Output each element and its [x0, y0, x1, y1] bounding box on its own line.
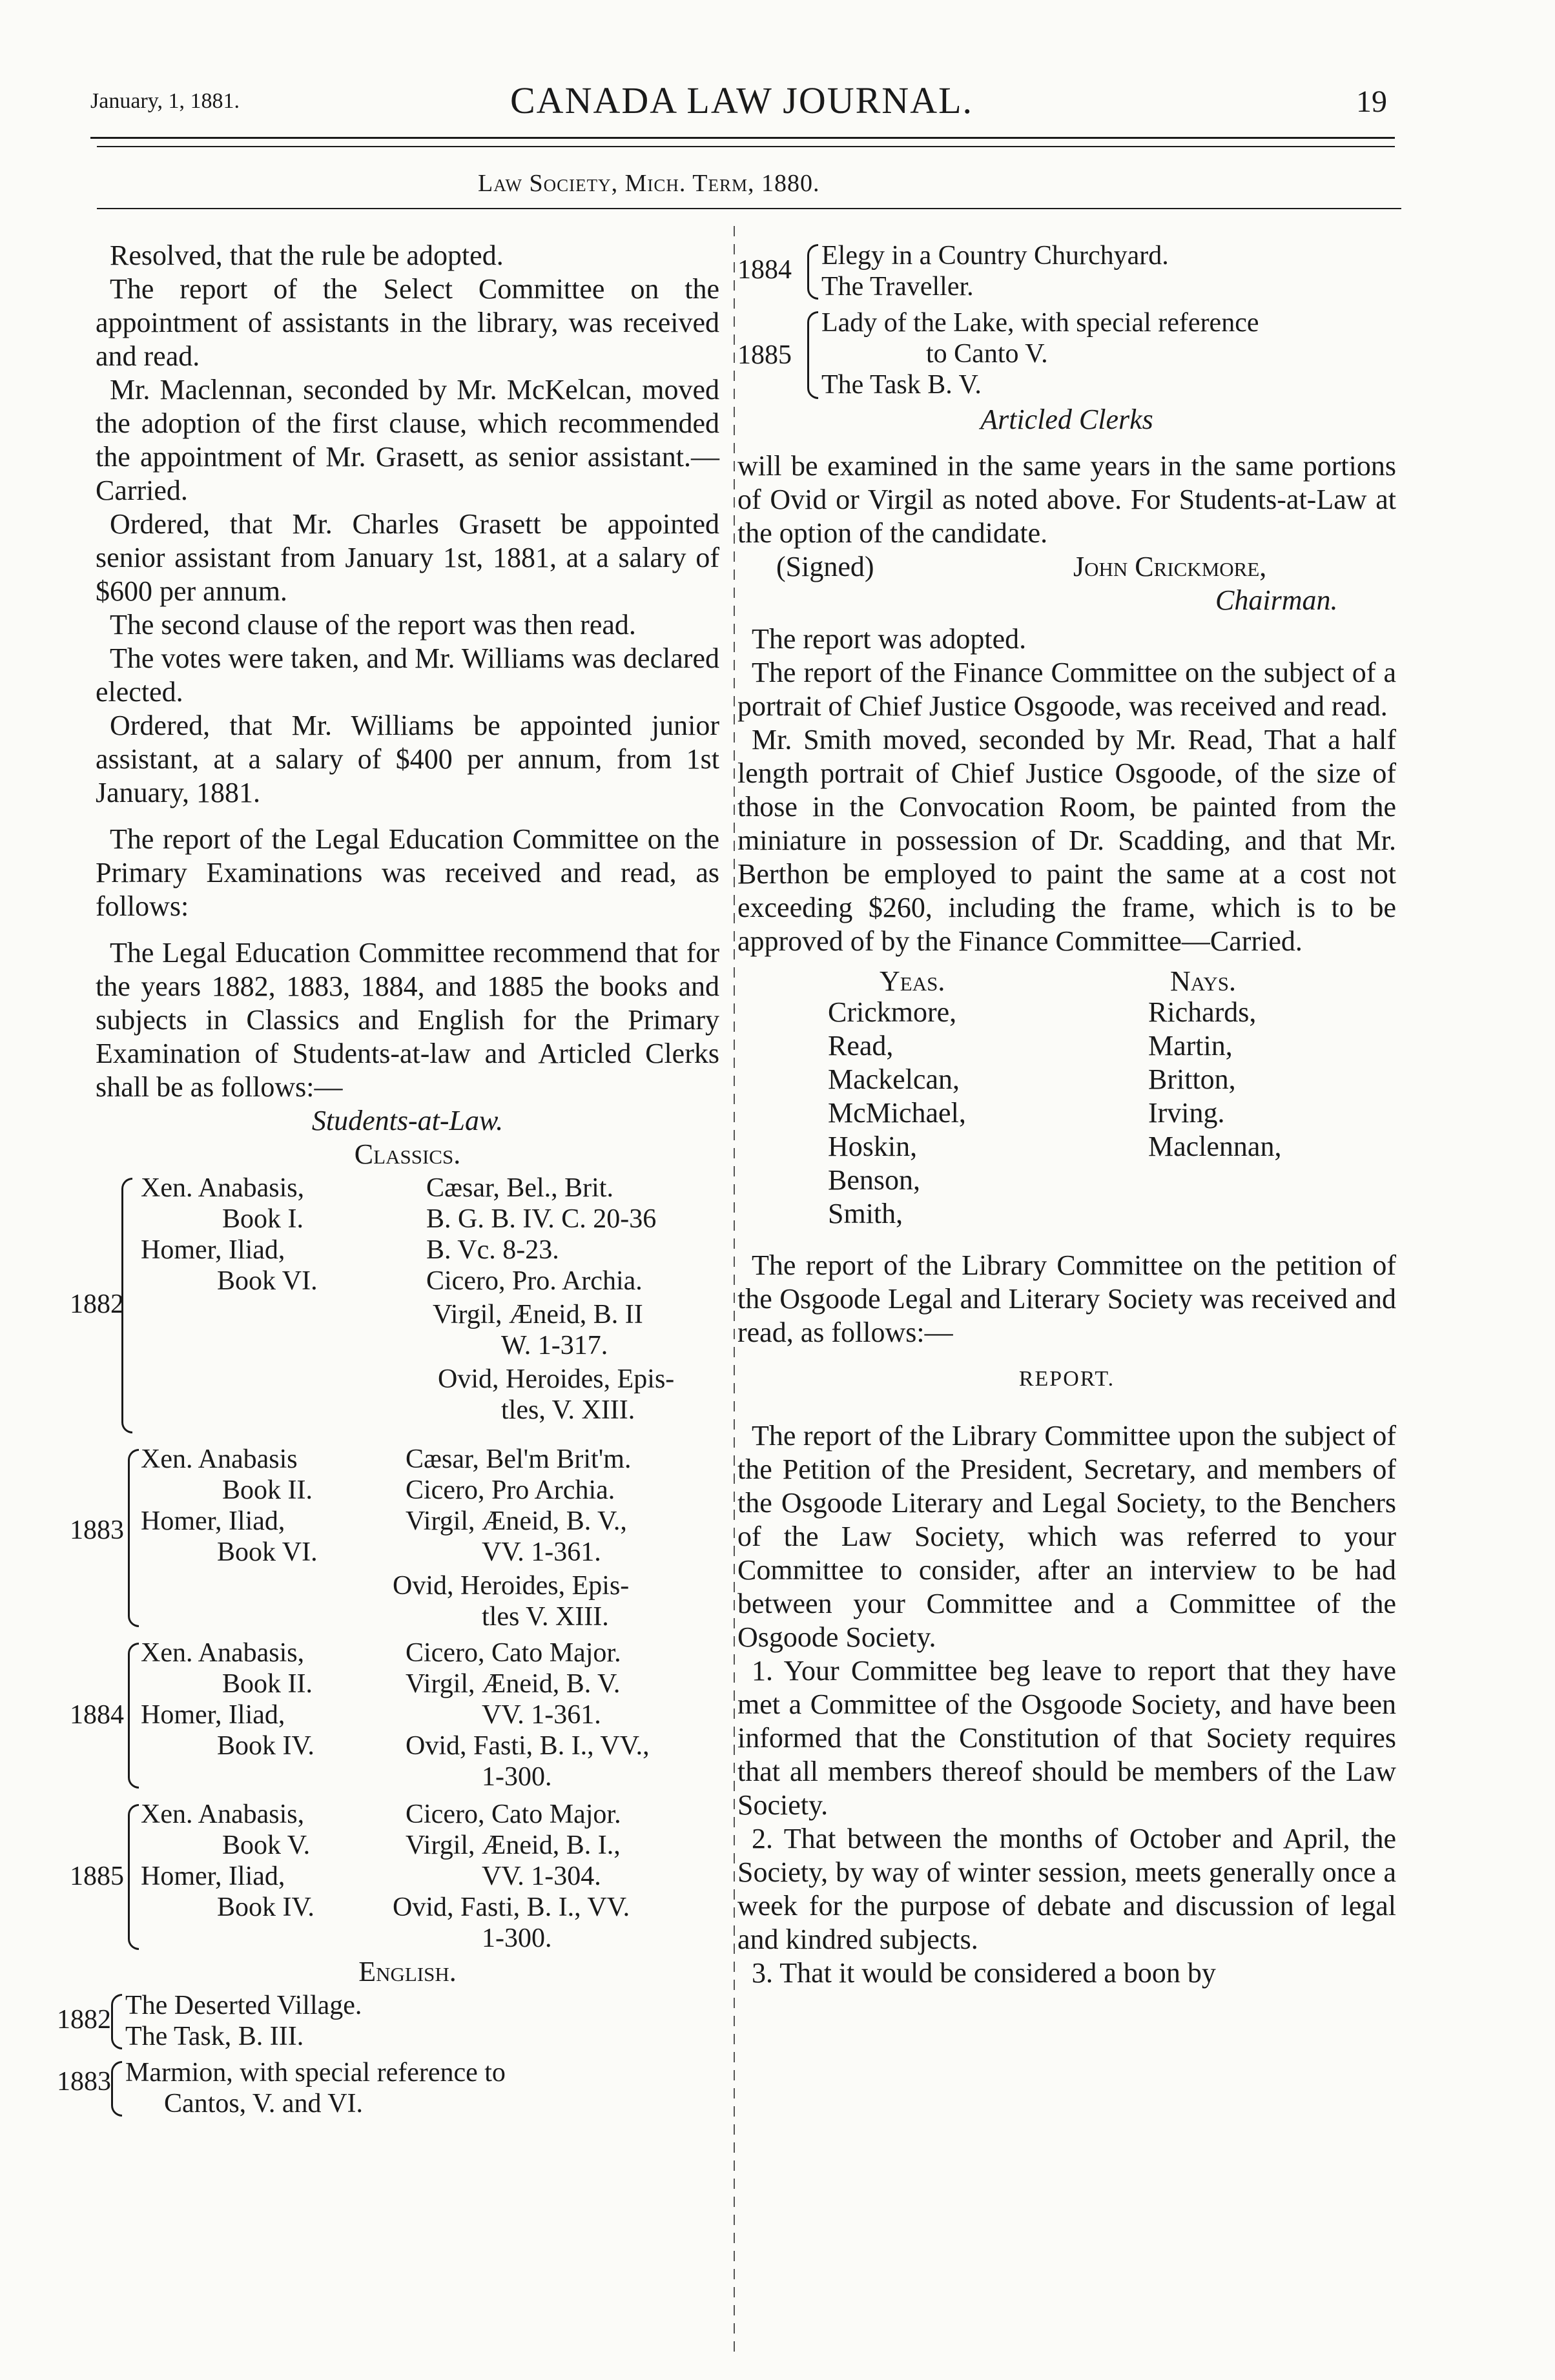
text-line: Cicero, Pro Archia.: [406, 1475, 615, 1505]
text-line: Cicero, Pro. Archia.: [426, 1266, 643, 1296]
nays-heading: Nays.: [1170, 965, 1236, 997]
english-1882: [57, 1989, 719, 2056]
brace: [807, 311, 818, 399]
classics-heading: Classics.: [354, 1138, 461, 1170]
text-line: Book I.: [222, 1204, 304, 1234]
paragraph: The votes were taken, and Mr. Williams was declared elected.: [96, 642, 719, 708]
text-line: B. Vc. 8-23.: [426, 1235, 559, 1265]
text-line: The Traveller.: [821, 272, 974, 302]
text-line: Homer, Iliad,: [141, 1700, 285, 1730]
english-1884: [737, 239, 1396, 306]
yea-name: Hoskin,: [828, 1131, 918, 1162]
text-line: Book II.: [222, 1475, 313, 1505]
paragraph: 3. That it would be considered a boon by: [752, 1957, 1216, 1989]
text-line: 1-300.: [482, 1762, 552, 1792]
nay-name: Richards,: [1148, 996, 1257, 1028]
paragraph: Mr. Maclennan, seconded by Mr. McKelcan, moved the adoption of the first clause, which recommended the appointment of Mr. Grasett, as senior assistant.—Carried.: [96, 374, 719, 506]
yea-name: Smith,: [828, 1198, 903, 1229]
nay-name: Martin,: [1148, 1030, 1233, 1062]
text-line: Xen. Anabasis,: [141, 1638, 305, 1668]
paragraph: The report was adopted.: [752, 623, 1027, 655]
text-line: The Task B. V.: [821, 370, 982, 400]
brace: [111, 2061, 122, 2117]
paragraph: The Legal Education Committee recommend that for the years 1882, 1883, 1884, and 1885 the books and subjects in Classics and English for the Primary Examination of Students-at-law and Articled Clerks shall be as follows:—: [96, 937, 719, 1103]
english-1885: [737, 306, 1396, 403]
signature-block: [737, 550, 1396, 622]
paragraph: Ordered, that Mr. Charles Grasett be appointed senior assistant from January 1st, 1881, at a salary of $600 per annum.: [96, 508, 719, 607]
text-line: Book IV.: [217, 1731, 314, 1761]
articled-heading: Articled Clerks: [980, 404, 1153, 435]
year-label: 1885: [737, 340, 792, 370]
brace: [121, 1178, 132, 1433]
vote-table: [737, 958, 1396, 1236]
year-label: 1882: [57, 2005, 111, 2035]
brace: [111, 1994, 122, 2049]
paragraph: The report of the Library Committee upon the subject of the Petition of the President, Secretary, and members of the Osgoode Literary and Legal Society, to the Benchers of the Law Society, which was referred to your Committee to consider, after an interview to be had between your Committee and a Committee of the Osgoode Society.: [737, 1420, 1396, 1653]
paragraph: The second clause of the report was then read.: [110, 609, 636, 641]
year-label: 1883: [70, 1515, 124, 1545]
text-line: Xen. Anabasis: [141, 1444, 298, 1474]
brace: [128, 1643, 139, 1789]
text-line: Homer, Iliad,: [141, 1235, 285, 1265]
yea-name: Crickmore,: [828, 996, 957, 1028]
header-rule-thin: [97, 146, 1395, 147]
brace: [128, 1804, 139, 1950]
text-line: Virgil, Æneid, B. V.,: [406, 1506, 627, 1536]
text-line: Cæsar, Bel., Brit.: [426, 1173, 613, 1203]
text-line: Virgil, Æneid, B. I.,: [406, 1831, 621, 1860]
text-line: Cantos, V. and VI.: [164, 2089, 364, 2118]
text-line: VV. 1-304.: [482, 1862, 601, 1891]
nay-name: Maclennan,: [1148, 1131, 1282, 1162]
paragraph: 2. That between the months of October and April, the Society, by way of winter session, meets generally once a week for the purpose of debate and discussion of legal and kindred subjects.: [737, 1823, 1396, 1955]
text-line: Ovid, Fasti, B. I., VV.: [393, 1893, 630, 1922]
yea-name: Mackelcan,: [828, 1063, 960, 1095]
nay-name: Irving.: [1148, 1097, 1225, 1129]
year-label: 1884: [70, 1700, 124, 1730]
text-line: VV. 1-361.: [482, 1537, 601, 1567]
text-line: Homer, Iliad,: [141, 1506, 285, 1536]
yea-name: McMichael,: [828, 1097, 966, 1129]
text-line: Lady of the Lake, with special reference: [821, 308, 1259, 338]
section-subheading: Law Society, Mich. Term, 1880.: [478, 170, 820, 197]
text-line: Book II.: [222, 1669, 313, 1699]
text-line: Cicero, Cato Major.: [406, 1800, 621, 1829]
text-line: 1-300.: [482, 1923, 552, 1953]
paragraph: The report of the Finance Committee on the subject of a portrait of Chief Justice Osgoode, was received and read.: [737, 657, 1396, 722]
yea-name: Read,: [828, 1030, 894, 1062]
text-line: Book IV.: [217, 1893, 314, 1922]
text-line: to Canto V.: [926, 339, 1048, 369]
english-1883: [57, 2056, 719, 2123]
text-line: Ovid, Fasti, B. I., VV.,: [406, 1731, 650, 1761]
text-line: Virgil, Æneid, B. II: [433, 1300, 643, 1329]
text-line: Cicero, Cato Major.: [406, 1638, 621, 1668]
column-divider: [734, 226, 735, 2357]
subheading-rule: [97, 208, 1401, 209]
text-line: Book VI.: [217, 1266, 318, 1296]
text-line: tles V. XIII.: [482, 1602, 609, 1632]
text-line: VV. 1-361.: [482, 1700, 601, 1730]
year-label: 1884: [737, 255, 792, 285]
page-number: 19: [1356, 85, 1387, 119]
journal-title: CANADA LAW JOURNAL.: [510, 79, 974, 121]
paragraph: Resolved, that the rule be adopted.: [110, 240, 504, 271]
left-column: [57, 239, 719, 2123]
classics-1882: [70, 1171, 719, 1442]
paragraph: 1. Your Committee beg leave to report that they have met a Committee of the Osgoode Society, and have been informed that the Constitution of that Society requires that all members thereof should be members of the Law Society.: [737, 1655, 1396, 1821]
text-line: Xen. Anabasis,: [141, 1173, 305, 1203]
students-heading: Students-at-Law.: [311, 1105, 504, 1136]
text-line: Book V.: [222, 1831, 311, 1860]
yea-name: Benson,: [828, 1164, 920, 1196]
brace: [128, 1449, 139, 1627]
year-label: 1885: [70, 1862, 124, 1891]
text-line: Book VI.: [217, 1537, 318, 1567]
paragraph: Mr. Smith moved, seconded by Mr. Read, That a half length portrait of Chief Justice Osgoode, of the size of those in the Convocation Room, be painted from the miniature in possession of Dr. Scadding, and that Mr. Berthon be employed to paint the same at a cost not exceeding $260, including the frame, which is to be approved of by the Finance Committee—Carried.: [737, 724, 1396, 957]
classics-1884: [70, 1636, 719, 1798]
text-line: Elegy in a Country Churchyard.: [821, 241, 1169, 271]
brace: [807, 244, 818, 300]
text-line: tles, V. XIII.: [501, 1395, 635, 1425]
signed-label: (Signed): [776, 551, 874, 582]
text-line: B. G. B. IV. C. 20-36: [426, 1204, 657, 1234]
signer-title: Chairman.: [1215, 584, 1338, 616]
paragraph: The report of the Select Committee on the appointment of assistants in the library, was received and read.: [96, 273, 719, 372]
year-label: 1883: [57, 2067, 111, 2097]
text-line: W. 1-317.: [501, 1331, 608, 1360]
text-line: Ovid, Heroides, Epis-: [393, 1571, 630, 1601]
text-line: The Deserted Village.: [125, 1991, 362, 2020]
paragraph: Ordered, that Mr. Williams be appointed junior assistant, at a salary of $400 per annum, from 1st January, 1881.: [96, 710, 719, 808]
text-line: Homer, Iliad,: [141, 1862, 285, 1891]
yeas-heading: Yeas.: [880, 965, 945, 997]
nay-name: Britton,: [1148, 1063, 1236, 1095]
paragraph: will be examined in the same years in the same portions of Ovid or Virgil as noted above. For Students-at-Law at the option of the candidate.: [737, 450, 1396, 549]
classics-1885: [70, 1798, 719, 1955]
text-line: Xen. Anabasis,: [141, 1800, 305, 1829]
text-line: Marmion, with special reference to: [125, 2058, 506, 2088]
report-heading: REPORT.: [1018, 1367, 1115, 1391]
classics-1883: [70, 1442, 719, 1636]
year-label: 1882: [70, 1289, 124, 1319]
english-heading: English.: [358, 1956, 457, 1987]
text-line: Cæsar, Bel'm Brit'm.: [406, 1444, 632, 1474]
text-line: The Task, B. III.: [125, 2022, 304, 2051]
paragraph: The report of the Legal Education Committee on the Primary Examinations was received and read, as follows:: [96, 823, 719, 922]
signer-name: John Crickmore,: [1073, 551, 1267, 582]
header-rule: [90, 137, 1395, 139]
paragraph: The report of the Library Committee on the petition of the Osgoode Legal and Literary Society was received and read, as follows:—: [737, 1249, 1396, 1348]
text-line: Virgil, Æneid, B. V.: [406, 1669, 621, 1699]
text-line: Ovid, Heroides, Epis-: [438, 1364, 675, 1394]
right-column: [737, 239, 1396, 1990]
issue-date: January, 1, 1881.: [90, 89, 240, 113]
